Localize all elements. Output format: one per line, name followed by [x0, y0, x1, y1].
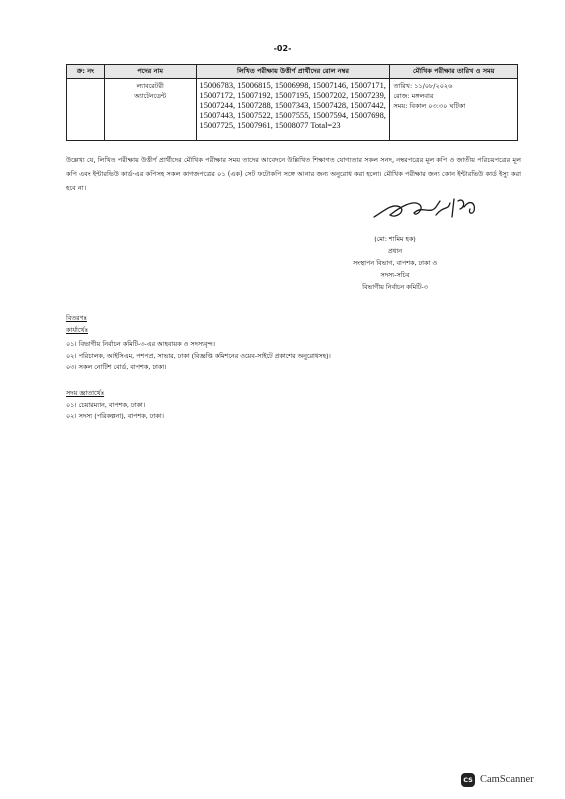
camscanner-watermark: CamScanner: [480, 774, 534, 785]
viva-date: তারিখ: ১১/০৮/২০২৬: [393, 82, 453, 90]
roll-numbers-text: 15006783, 15006815, 15006998, 15007146, 15007171, 15007172, 15007192, 15007195, 15007202, 15007239, 15007244, 15007288, 15007343, 15007428, 15007442, 15007443, 15007522, 15007555, 15007594, 15007698, 15007725, 15007961, 15008077 Total=23: [199, 81, 386, 130]
list-item: ০১। বিভাগীয় নির্বাচন কমিটি-৩-এর আহবায়ক ও সদস্যবৃন্দ।: [66, 340, 215, 349]
handwritten-signature: [370, 193, 482, 227]
viva-time: সময়: বিকাল ০৩:৩০ ঘটিকা: [393, 102, 466, 110]
info-heading: সদয় জ্ঞাতার্থেঃ: [66, 388, 105, 397]
action-heading: কার্যার্থেঃ: [66, 325, 88, 334]
signatory-committee: বিভাগীয় নির্বাচন কমিটি-৩: [362, 283, 428, 291]
cell-viva-date: [390, 79, 518, 141]
cell-serial: [67, 79, 105, 141]
roll-number-table: [66, 64, 518, 141]
signatory-title: প্রধান: [387, 247, 403, 255]
cell-roll-numbers: [196, 79, 390, 141]
list-item: ০১। চেয়ারম্যান, বাপশক, ঢাকা।: [66, 400, 146, 409]
signatory-name: (মো: শামিম হক): [374, 235, 416, 243]
distribution-list: [66, 313, 331, 423]
table-row: [67, 79, 518, 141]
instruction-paragraph: উল্লেখ্য যে, লিখিত পরীক্ষায় উত্তীর্ণ প্রার্থীদের মৌখিক পরীক্ষার সময় তাদের আবেদনে উল্লিখিত শিক্ষাগত যোগ্যতার সকল সনদ, নম্বরপত্রের মূল কপি ও জাতীয় পরিচয়পত্রের মূল কপি এবং ইন্টারভিউ কার্ড-এর কপিসহ সকল কাগজপত্রের ০১ (এক) সেট ফটোকপি সঙ্গে আনার জন্য অনুরোধ করা হলো। মৌখিক পরীক্ষার জন্য কোন ইন্টারভিউ কার্ড ইস্যু করা হবে না।: [66, 156, 521, 192]
signature-block: [330, 233, 460, 293]
table-header-row: [67, 65, 518, 79]
header-roll-numbers: লিখিত পরীক্ষায় উত্তীর্ণ প্রার্থীদের রোল নম্বর: [196, 65, 390, 79]
camscanner-logo-icon: CS: [461, 773, 475, 787]
list-item: ০২। সদস্য (পরিকল্পনা), বাপশক, ঢাকা।: [66, 412, 164, 421]
post-name-line1: ল্যাবরেটরী: [136, 82, 164, 90]
distribution-heading: বিতরণঃ: [66, 314, 87, 322]
list-item: ০২। পরিচালক, আইসিএম, পশপপ্র, সাভার, ঢাকা (বিজ্ঞপ্তি কমিশনের ওয়েব-সাইটে প্রকাশের অনুরোধসহ)।: [66, 351, 331, 360]
list-item: ০৩। সকল নোটিশ বোর্ড, বাপশক, ঢাকা।: [66, 363, 167, 372]
page-number: -02-: [273, 44, 292, 53]
signatory-dept: সংস্থাপন বিভাগ, বাপশক, ঢাকা ও: [352, 259, 438, 267]
post-name-line2: অ্যাটেনডেন্ট: [134, 92, 167, 100]
header-post-name: পদের নাম: [104, 65, 196, 79]
viva-day: রোজ: মঙ্গলবার: [393, 92, 434, 100]
cell-post-name: [104, 79, 196, 141]
header-viva-date: মৌখিক পরীক্ষার তারিখ ও সময়: [390, 65, 518, 79]
header-serial: ক্র: নং: [67, 65, 105, 79]
signatory-member: সদস্য-সচিব: [380, 271, 410, 279]
